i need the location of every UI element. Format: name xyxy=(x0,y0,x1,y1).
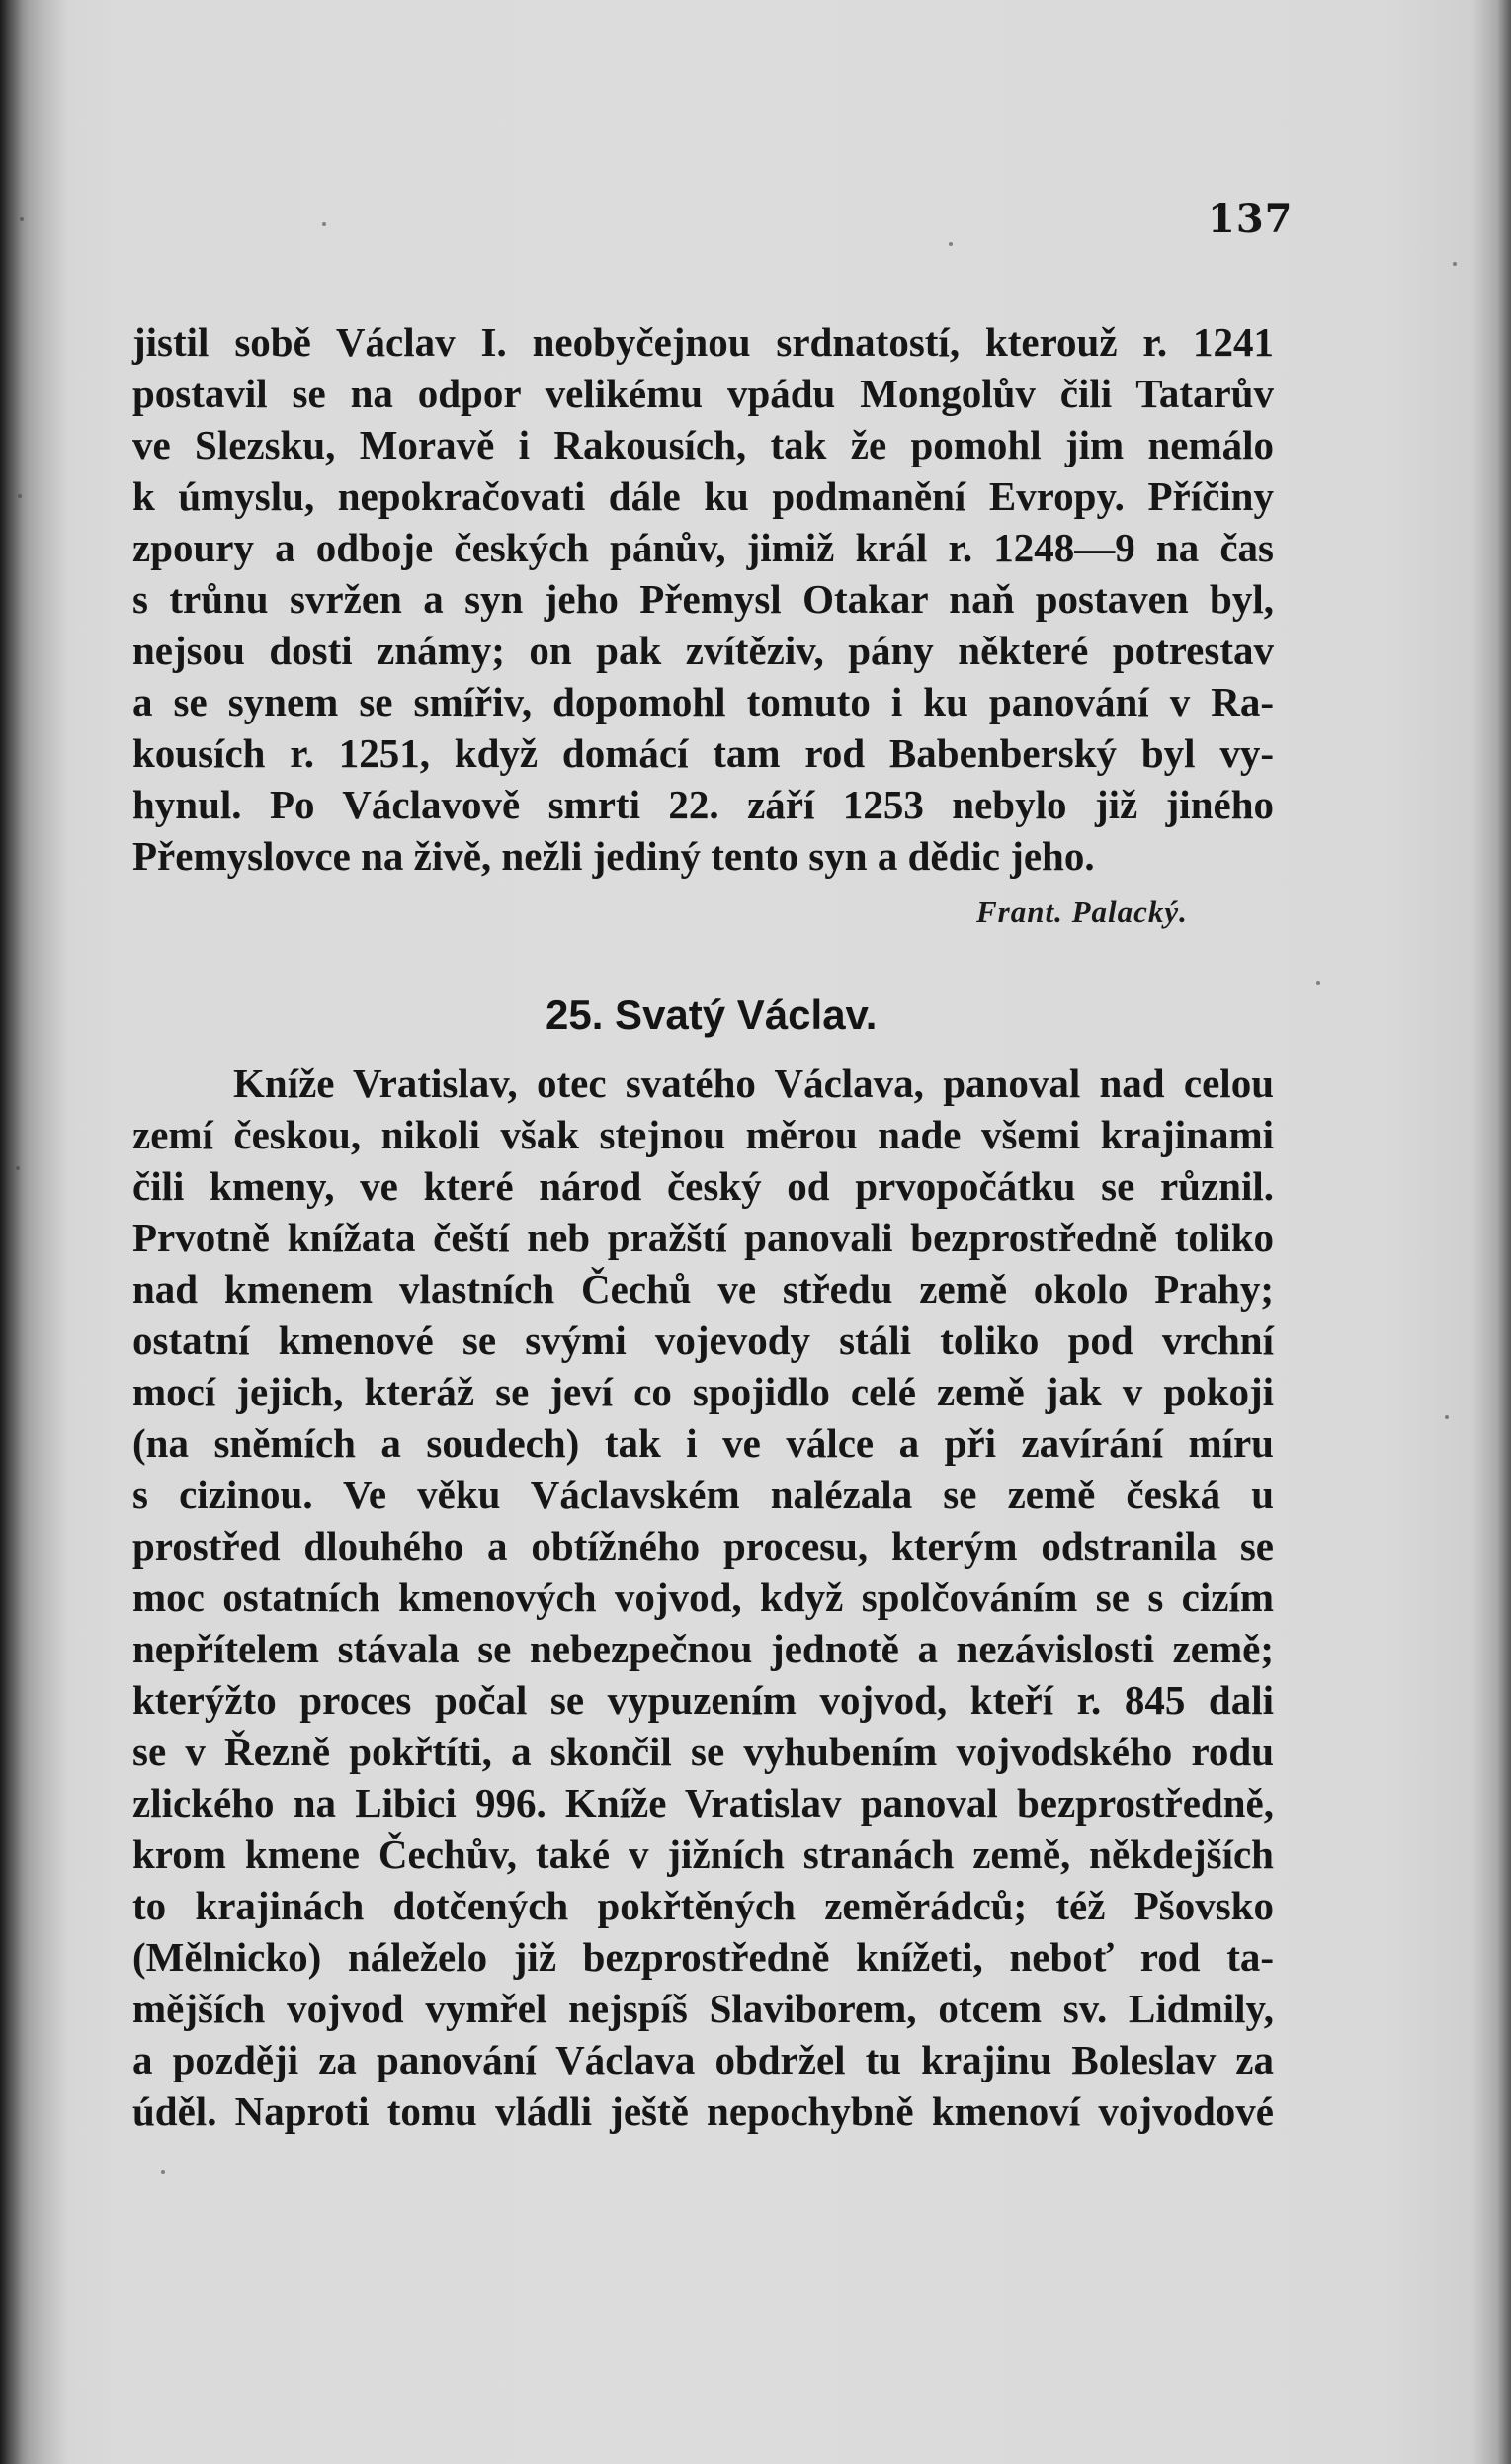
section-heading: 25. Svatý Václav. xyxy=(546,991,878,1038)
paper-speck xyxy=(161,2170,165,2174)
paper-speck xyxy=(1445,1415,1449,1419)
text-line: se v Řezně pokřtíti, a skončil se vyhubením vojvodského rodu xyxy=(132,1729,1274,1774)
text-line: čili kmeny, ve které národ český od prvopočátku se různil. xyxy=(132,1163,1274,1209)
text-line: a později za panování Václava obdržel tu krajinu Boleslav za xyxy=(132,2037,1274,2082)
paper-speck xyxy=(949,242,953,246)
paper-speck xyxy=(16,1166,20,1170)
text-line: zpoury a odboje českých pánův, jimiž král r. 1248—9 na čas xyxy=(132,525,1274,570)
text-line: krom kmene Čechův, také v jižních stranách země, někdejších xyxy=(132,1831,1274,1877)
paper-speck xyxy=(20,217,24,221)
author-signature: Frant. Palacký. xyxy=(976,894,1188,929)
text-line: a se synem se smířiv, dopomohl tomuto i ku panování v Ra- xyxy=(132,679,1274,724)
paper-speck xyxy=(18,494,22,498)
text-line: s trůnu svržen a syn jeho Přemysl Otakar naň postaven byl, xyxy=(132,576,1274,622)
text-line: to krajinách dotčených pokřtěných zeměrádců; též Pšovsko xyxy=(132,1883,1274,1928)
text-line: mocí jejich, kteráž se jeví co spojidlo celé země jak v pokoji xyxy=(132,1369,1274,1414)
text-line: ve Slezsku, Moravě i Rakousích, tak že pomohl jim nemálo xyxy=(132,422,1274,467)
text-line: zlického na Libici 996. Kníže Vratislav panoval bezprostředně, xyxy=(132,1780,1274,1826)
text-line: zemí českou, nikoli však stejnou měrou nade všemi krajinami xyxy=(132,1112,1274,1157)
text-line: nepřítelem stávala se nebezpečnou jednotě a nezávislosti země; xyxy=(132,1626,1274,1671)
text-line: kterýžto proces počal se vypuzením vojvod, kteří r. 845 dali xyxy=(132,1677,1274,1723)
paper-speck xyxy=(322,222,326,226)
text-line: úděl. Naproti tomu vládli ještě nepochybně kmenoví vojvodové xyxy=(132,2088,1274,2134)
text-line: (na sněmích a soudech) tak i ve válce a při zavírání míru xyxy=(132,1420,1274,1466)
page-number: 137 xyxy=(1208,196,1294,242)
text-line: mějších vojvod vymřel nejspíš Slaviborem, otcem sv. Lidmily, xyxy=(132,1986,1274,2031)
text-line: jistil sobě Václav I. neobyčejnou srdnatostí, kterouž r. 1241 xyxy=(132,319,1274,365)
text-line: moc ostatních kmenových vojvod, když spolčováním se s cizím xyxy=(132,1574,1274,1620)
text-line: Kníže Vratislav, otec svatého Václava, panoval nad celou xyxy=(233,1061,1274,1106)
text-line: ostatní kmenové se svými vojevody stáli toliko pod vrchní xyxy=(132,1317,1274,1363)
text-line: hynul. Po Václavově smrti 22. září 1253 nebylo již jiného xyxy=(132,782,1274,827)
paper-speck xyxy=(1453,262,1457,266)
text-line: nad kmenem vlastních Čechů ve středu země okolo Prahy; xyxy=(132,1266,1274,1312)
text-line: prostřed dlouhého a obtížného procesu, kterým odstranila se xyxy=(132,1523,1274,1569)
text-line: (Mělnicko) náleželo již bezprostředně knížeti, neboť rod ta- xyxy=(132,1934,1274,1980)
text-line: kousích r. 1251, když domácí tam rod Babenberský byl vy- xyxy=(132,730,1274,776)
paper-speck xyxy=(1316,981,1320,985)
text-line: Přemyslovce na živě, nežli jediný tento syn a dědic jeho. xyxy=(132,833,1095,879)
text-line: nejsou dosti známy; on pak zvítěziv, pány některé potrestav xyxy=(132,628,1274,673)
text-line: s cizinou. Ve věku Václavském nalézala se země česká u xyxy=(132,1472,1274,1517)
text-line: postavil se na odpor velikému vpádu Mongolův čili Tatarův xyxy=(132,371,1274,416)
text-line: Prvotně knížata čeští neb pražští panovali bezprostředně toliko xyxy=(132,1215,1274,1260)
text-line: k úmyslu, nepokračovati dále ku podmanění Evropy. Příčiny xyxy=(132,473,1274,519)
